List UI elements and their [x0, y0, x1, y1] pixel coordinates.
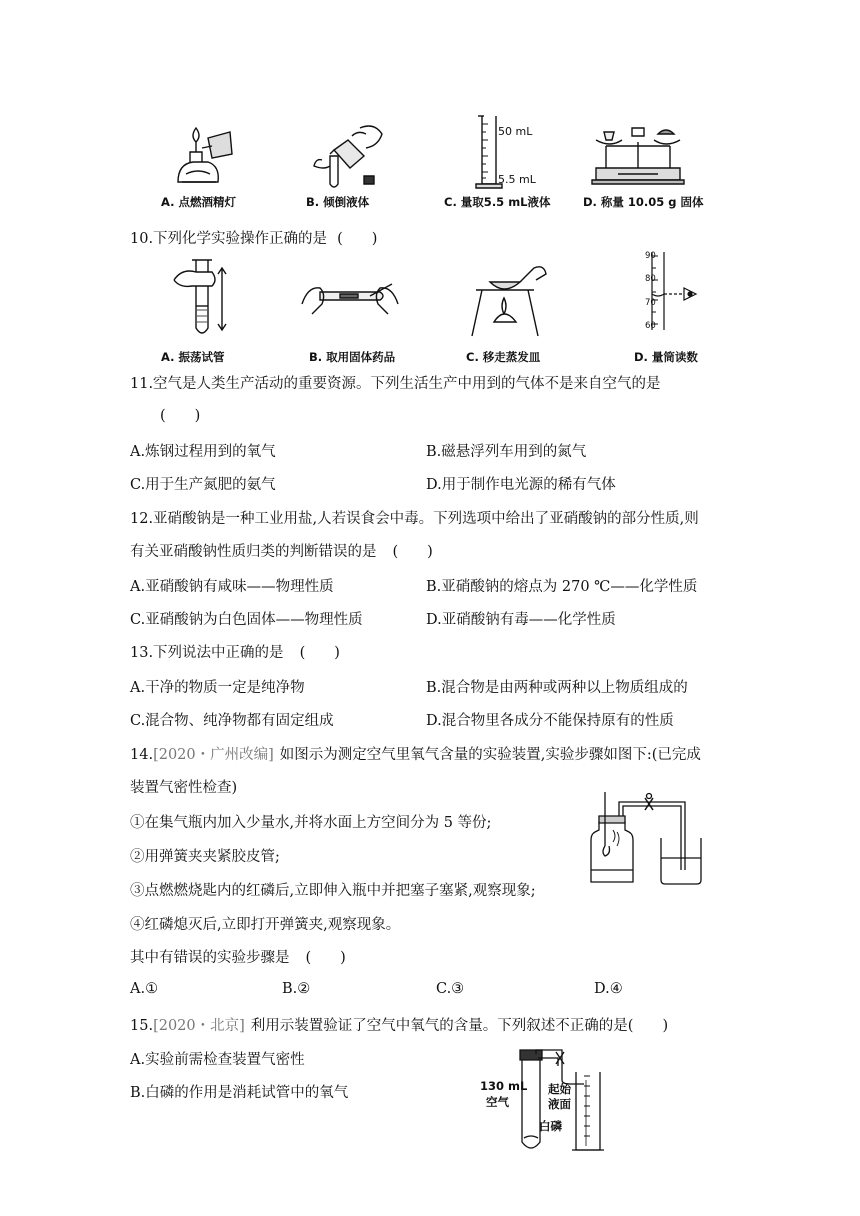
- q14-step-2: ②用弹簧夹夹紧胶皮管;: [130, 849, 280, 865]
- q13-stem: 13.下列说法中正确的是 ( ): [130, 645, 340, 661]
- shaking-test-tube-illustration: [172, 258, 232, 340]
- q13-option-d: D.混合物里各成分不能保持原有的性质: [426, 713, 674, 729]
- q11-paren: ( ): [160, 408, 201, 424]
- q12-stem-line1: 12.亚硝酸钠是一种工业用盐,人若误食会中毒。下列选项中给出了亚硝酸钠的部分性质,则: [130, 511, 699, 527]
- q14-option-d: D.④: [594, 981, 623, 997]
- q15-option-a: A.实验前需检查装置气密性: [130, 1052, 305, 1068]
- q12-option-b: B.亚硝酸钠的熔点为 270 ℃——化学性质: [426, 579, 698, 595]
- scale-80: 80: [645, 274, 656, 284]
- q14-step-3: ③点燃燃烧匙内的红磷后,立即伸入瓶中并把塞子塞紧,观察现象;: [130, 883, 536, 899]
- alcohol-lamp-illustration: [168, 124, 238, 196]
- q11-option-c: C.用于生产氮肥的氨气: [130, 477, 276, 493]
- scale-70: 70: [645, 298, 656, 308]
- q14-step-4: ④红磷熄灭后,立即打开弹簧夹,观察现象。: [130, 917, 401, 933]
- q10-caption-b: B. 取用固体药品: [309, 350, 396, 364]
- q9-caption-c: C. 量取5.5 mL液体: [444, 195, 551, 209]
- q12-stem-line2: 有关亚硝酸钠性质归类的判断错误的是 ( ): [130, 544, 433, 560]
- q13-option-c: C.混合物、纯净物都有固定组成: [130, 713, 334, 729]
- cylinder-reading-illustration: [640, 252, 700, 332]
- q11-option-d: D.用于制作电光源的稀有气体: [426, 477, 616, 493]
- q13-option-a: A.干净的物质一定是纯净物: [130, 680, 305, 696]
- moving-evaporating-dish-illustration: [464, 262, 548, 340]
- taking-solid-reagent-illustration: [300, 274, 400, 338]
- q11-stem: 11.空气是人类生产活动的重要资源。下列生活生产中用到的气体不是来自空气的是: [130, 376, 661, 392]
- q15-source: [2020・北京]: [153, 1018, 245, 1034]
- q11-option-a: A.炼钢过程用到的氧气: [130, 444, 276, 460]
- q14-option-c: C.③: [436, 981, 465, 997]
- q14-option-a: A.①: [130, 981, 159, 997]
- q14-stem-line2: 装置气密性检查): [130, 780, 238, 796]
- q14-source: [2020・广州改编]: [153, 747, 274, 763]
- start-level-label-1: 起始: [548, 1082, 571, 1096]
- white-phosphorus-label: 白磷: [539, 1119, 562, 1133]
- cylinder-bottom-label: 5.5 mL: [498, 173, 536, 186]
- q10-stem: 10.下列化学实验操作正确的是 ( ): [130, 231, 378, 247]
- q14-step-1: ①在集气瓶内加入少量水,并将水面上方空间分为 5 等份;: [130, 815, 492, 831]
- q9-caption-b: B. 倾倒液体: [306, 195, 370, 209]
- q10-caption-a: A. 振荡试管: [161, 350, 225, 364]
- q12-option-c: C.亚硝酸钠为白色固体——物理性质: [130, 612, 363, 628]
- q15-stem: 15.[2020・北京] 利用示装置验证了空气中氧气的含量。下列叙述不正确的是( ): [130, 1018, 669, 1034]
- scale-90: 90: [645, 251, 656, 261]
- q10-caption-c: C. 移走蒸发皿: [466, 350, 541, 364]
- q9-caption-d: D. 称量 10.05 g 固体: [583, 195, 704, 209]
- q12-option-d: D.亚硝酸钠有毒——化学性质: [426, 612, 616, 628]
- q14-stem-line1: 14.[2020・广州改编] 如图示为测定空气里氧气含量的实验装置,实验步骤如图下:(已完成: [130, 747, 701, 763]
- q9-caption-a: A. 点燃酒精灯: [161, 195, 236, 209]
- q14-option-b: B.②: [282, 981, 311, 997]
- oxygen-measurement-apparatus: [585, 790, 705, 888]
- q10-caption-d: D. 量筒读数: [634, 350, 698, 364]
- q13-option-b: B.混合物是由两种或两种以上物质组成的: [426, 680, 688, 696]
- balance-illustration: [588, 118, 688, 192]
- cylinder-top-label: 50 mL: [498, 125, 533, 138]
- pouring-liquid-illustration: [308, 120, 388, 196]
- q14-question: 其中有错误的实验步骤是 ( ): [130, 950, 346, 966]
- q15-option-b: B.白磷的作用是消耗试管中的氧气: [130, 1085, 349, 1101]
- q12-option-a: A.亚硝酸钠有咸味——物理性质: [130, 579, 334, 595]
- scale-60: 60: [645, 321, 656, 331]
- air-label: 空气: [486, 1095, 509, 1109]
- q11-option-b: B.磁悬浮列车用到的氮气: [426, 444, 587, 460]
- start-level-label-2: 液面: [548, 1097, 571, 1111]
- air-volume-label: 130 mL: [480, 1079, 528, 1093]
